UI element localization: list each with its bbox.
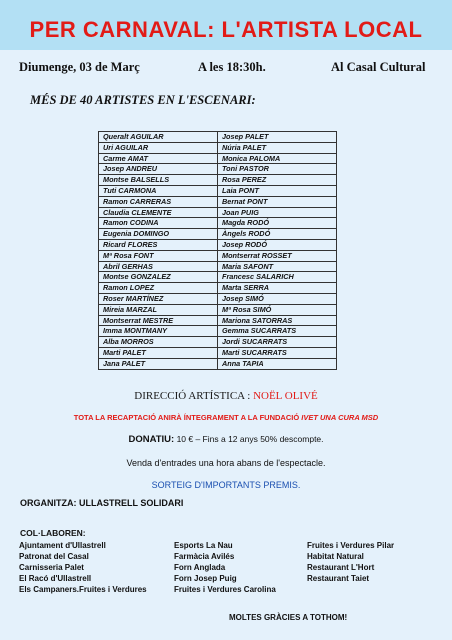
event-place: Al Casal Cultural: [331, 60, 426, 74]
ticket-sales-note: Venda d'entrades una hora abans de l'espectacle.: [126, 458, 326, 468]
artist-name: Maria SAFONT: [218, 261, 337, 272]
artist-row: [99, 283, 337, 294]
foundation-name: IVET UNA CURA MSD: [301, 413, 379, 422]
artist-row: [99, 239, 337, 250]
artist-name: Claudia CLEMENTE: [99, 207, 218, 218]
proceeds-text: TOTA LA RECAPTACIÓ ANIRÀ ÍNTEGRAMENT A LA FUNDACIÓ: [73, 413, 302, 422]
artist-row: [99, 164, 337, 175]
artist-name: Eugenia DOMINGO: [99, 229, 218, 240]
artist-name: Josep SIMÓ: [218, 293, 337, 304]
artist-name: Abril GERHAS: [99, 261, 218, 272]
artist-name: Queralt AGUILAR: [99, 132, 218, 143]
artist-name: Mariona SATORRAS: [218, 315, 337, 326]
artist-name: Jana PALET: [99, 358, 218, 369]
director-name: NOËL OLIVÉ: [253, 390, 318, 402]
artist-row: [99, 337, 337, 348]
artist-name: Tuti CARMONA: [99, 185, 218, 196]
artist-name: Roser MARTÍNEZ: [99, 293, 218, 304]
artist-name: Joan PUIG: [218, 207, 337, 218]
collaborator: Fruites i Verdures Carolina: [174, 585, 276, 594]
artists-headline: MÉS DE 40 ARTISTES EN L'ESCENARI:: [30, 93, 256, 107]
collaborator: Habitat Natural: [307, 552, 364, 561]
artist-name: Francesc SALARICH: [218, 272, 337, 283]
artist-name: Josep PALET: [218, 132, 337, 143]
artist-name: Mª Rosa SIMÓ: [218, 304, 337, 315]
artist-name: Ricard FLORES: [99, 239, 218, 250]
artist-row: [99, 142, 337, 153]
artist-row: [99, 229, 337, 240]
artist-row: [99, 175, 337, 186]
poster-title: PER CARNAVAL: L'ARTISTA LOCAL: [29, 17, 423, 42]
artist-row: [99, 207, 337, 218]
artist-row: [99, 315, 337, 326]
artist-row: [99, 132, 337, 143]
artist-name: Josep ANDREU: [99, 164, 218, 175]
collaborator: Restaurant L'Hort: [307, 563, 375, 572]
artistic-direction: [0, 390, 452, 402]
artist-name: Imma MONTMANY: [99, 326, 218, 337]
donation-label: DONATIU:: [128, 434, 175, 445]
artist-name: Marti SUCARRATS: [218, 347, 337, 358]
artist-name: Laia PONT: [218, 185, 337, 196]
artist-row: [99, 185, 337, 196]
collaborator: Esports La Nau: [174, 541, 233, 550]
collaborator: Els Campaners.Fruites i Verdures: [19, 585, 147, 594]
raffle-note: SORTEIG D'IMPORTANTS PREMIS.: [151, 480, 301, 490]
artist-row: [99, 196, 337, 207]
artist-name: Montse BALSELLS: [99, 175, 218, 186]
donation-text: 10 € – Fins a 12 anys 50% descompte.: [174, 434, 324, 444]
collaborator: Forn Josep Puig: [174, 574, 237, 583]
organizer: ORGANITZA: ULLASTRELL SOLIDARI: [20, 498, 184, 508]
artist-name: Ramon LOPEZ: [99, 283, 218, 294]
collaborator: Restaurant Taiet: [307, 574, 370, 583]
artist-row: [99, 358, 337, 369]
artist-row: [99, 326, 337, 337]
artist-name: Monica PALOMA: [218, 153, 337, 164]
artist-row: [99, 250, 337, 261]
artist-name: Josep RODÓ: [218, 239, 337, 250]
collaborators-label: COL·LABOREN:: [20, 528, 86, 538]
artist-name: Marti PALET: [99, 347, 218, 358]
direction-label: DIRECCIÓ ARTÍSTICA :: [134, 390, 254, 402]
artist-name: Ramon CARRERAS: [99, 196, 218, 207]
artist-name: Mª Rosa FONT: [99, 250, 218, 261]
artist-row: [99, 218, 337, 229]
artist-name: Àngels RODÓ: [218, 229, 337, 240]
artist-row: [99, 261, 337, 272]
collaborators-column-3: [307, 540, 394, 584]
artist-name: Montserrat ROSSET: [218, 250, 337, 261]
event-date: Diumenge, 03 de Març: [19, 60, 140, 74]
collaborators-column-2: [174, 540, 276, 595]
artist-name: Jordi SUCARRATS: [218, 337, 337, 348]
artist-name: Toni PASTOR: [218, 164, 337, 175]
artist-row: [99, 304, 337, 315]
donation-info: [0, 434, 452, 445]
artist-name: Uri AGUILAR: [99, 142, 218, 153]
collaborator: Farmàcia Avilés: [174, 552, 235, 561]
artist-name: Marta SERRA: [218, 283, 337, 294]
artist-name: Núria PALET: [218, 142, 337, 153]
collaborators-column-1: [19, 540, 147, 595]
artist-name: Carme AMAT: [99, 153, 218, 164]
artist-name: Montse GONZALEZ: [99, 272, 218, 283]
collaborator: Patronat del Casal: [19, 552, 89, 561]
artist-row: [99, 347, 337, 358]
artist-name: Bernat PONT: [218, 196, 337, 207]
artist-name: Mireia MARZAL: [99, 304, 218, 315]
artist-name: Alba MORROS: [99, 337, 218, 348]
collaborator: Ajuntament d'Ullastrell: [19, 541, 106, 550]
proceeds-notice: [0, 413, 452, 422]
event-time: A les 18:30h.: [198, 60, 266, 74]
artist-name: Rosa PEREZ: [218, 175, 337, 186]
artist-name: Magda RODÓ: [218, 218, 337, 229]
artists-table: [98, 131, 337, 370]
artist-row: [99, 272, 337, 283]
collaborator: Forn Anglada: [174, 563, 226, 572]
artist-name: Ramon CODINA: [99, 218, 218, 229]
artist-name: Gemma SUCARRATS: [218, 326, 337, 337]
collaborator: Carnisseria Palet: [19, 563, 84, 572]
artist-row: [99, 153, 337, 164]
thanks-note: MOLTES GRÀCIES A TOTHOM!: [229, 613, 348, 622]
collaborator: El Racó d'Ullastrell: [19, 574, 92, 583]
artist-name: Anna TAPIA: [218, 358, 337, 369]
artist-name: Montserrat MESTRE: [99, 315, 218, 326]
collaborator: Fruites i Verdures Pilar: [307, 541, 395, 550]
artist-row: [99, 293, 337, 304]
